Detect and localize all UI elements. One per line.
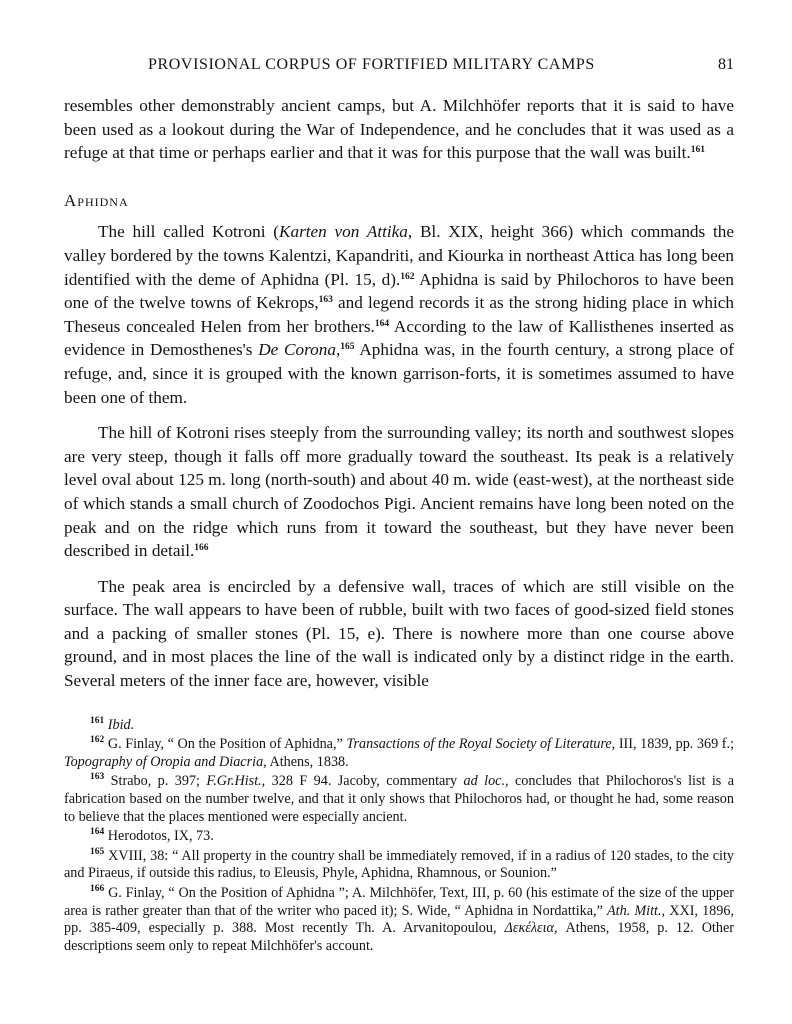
paragraph-kotroni-identification: The hill called Kotroni (Karten von Attika, Bl. XIX, height 366) which commands the valley bordered by the towns Kalentzi, Kapandriti, and Kiourka in northeast Attica has long been identified with the deme of Aphidna (Pl. 15, d).$^{162}$ Aphidna is said by Philochoros to have been one of the twelve towns of Kekrops,$^{163}$ and legend records it as the strong hiding place in which Theseus concealed Helen from her brothers.$^{164}$ According to the law of Kallisthenes inserted as evidence in Demosthenes's De Corona,$^{165}$ Aphidna was, in the fourth century, a strong place of refuge, and, since it is grouped with the known garrison-forts, it is sometimes assumed to have been one of them. <box>64 222 734 407</box>
main-text <box>64 94 734 693</box>
paragraph-kotroni-description: The hill of Kotroni rises steeply from the surrounding valley; its north and southwest slopes are very steep, though it falls off more gradually toward the southeast. Its peak is a relatively level oval about 125 m. long (north-south) and about 40 m. wide (east-west), at the northeast side of which stands a small church of Zoodochos Pigi. Ancient remains have long been noted on the peak and on the ridge which runs from it toward the southeast, but they have never been described in detail.$^{166}$ <box>64 423 734 561</box>
footnote-165: $^{165}$ XVIII, 38: “ All property in the country shall be immediately removed, if in a radius of 120 stades, to the city and Piraeus, if outside this radius, to Eleusis, Phyle, Aphidna, Rhamnous, or Sounion.” <box>64 846 735 882</box>
footnote-161: $^{161}$ Ibid. <box>90 715 135 733</box>
footnote-164: $^{164}$ Herodotos, IX, 73. <box>90 827 214 845</box>
footnote-162: $^{162}$ G. Finlay, “ On the Position of Aphidna,” Transactions of the Royal Society of Literature, III, 1839, pp. 369 f.; Topography of Oropia and Diacria, Athens, 1838. <box>64 735 735 770</box>
footnote-ref-165[interactable]: 165 <box>340 342 355 353</box>
running-title: PROVISIONAL CORPUS OF FORTIFIED MILITARY CAMPS <box>148 56 595 73</box>
footnote-166: $^{166}$ G. Finlay, “ On the Position of Aphidna ”; A. Milchhöfer, Text, III, p. 60 (his estimate of the size of the upper area is rather greater than that of the writer who paced it); S. Wide, “ Aphidna in Nordattika,” Ath. Mitt., XXI, 1896, pp. 385-409, especially p. 388. Most recently Th. A. Arvanitopoulou, Δεκέλεια, Athens, 1958, p. 12. Other descriptions seem only to repeat Milchhöfer's account. <box>64 884 735 954</box>
footnote-ref-166[interactable]: 166 <box>194 543 209 554</box>
footnote-ref-161[interactable]: 161 <box>690 145 705 156</box>
footnote-ref-163[interactable]: 163 <box>318 295 333 306</box>
footnote-ref-162[interactable]: 162 <box>400 271 415 282</box>
paragraph-continued: resembles other demonstrably ancient camps, but A. Milchhöfer reports that it is said to have been used as a lookout during the War of Independence, and he concludes that it was used as a refuge at that time or perhaps earlier and that it was for this purpose that the wall was built.$^{161}$ <box>64 96 734 163</box>
page-number: 81 <box>718 56 734 73</box>
footnote-163: $^{163}$ Strabo, p. 397; F.Gr.Hist., 328 F 94. Jacoby, commentary ad loc., concludes that Philochoros's list is a fabrication based on the number twelve, and that it only shows that Philochoros had, or thought he had, some reason to believe that the places mentioned were especially ancient. <box>64 772 734 825</box>
footnote-ref-164[interactable]: 164 <box>374 318 390 329</box>
footnotes <box>64 717 734 956</box>
section-heading: Aphidna <box>64 190 129 210</box>
paragraph-defensive-wall: The peak area is encircled by a defensive wall, traces of which are still visible on the surface. The wall appears to have been of rubble, built with two faces of good-sized field stones and a packing of smaller stones (Pl. 15, e). There is nowhere more than one course above ground, and in most places the line of the wall is indicated only by a distinct ridge in the earth. Several meters of the inner face are, however, visible <box>64 576 734 691</box>
page <box>64 52 734 957</box>
running-header <box>64 52 734 76</box>
